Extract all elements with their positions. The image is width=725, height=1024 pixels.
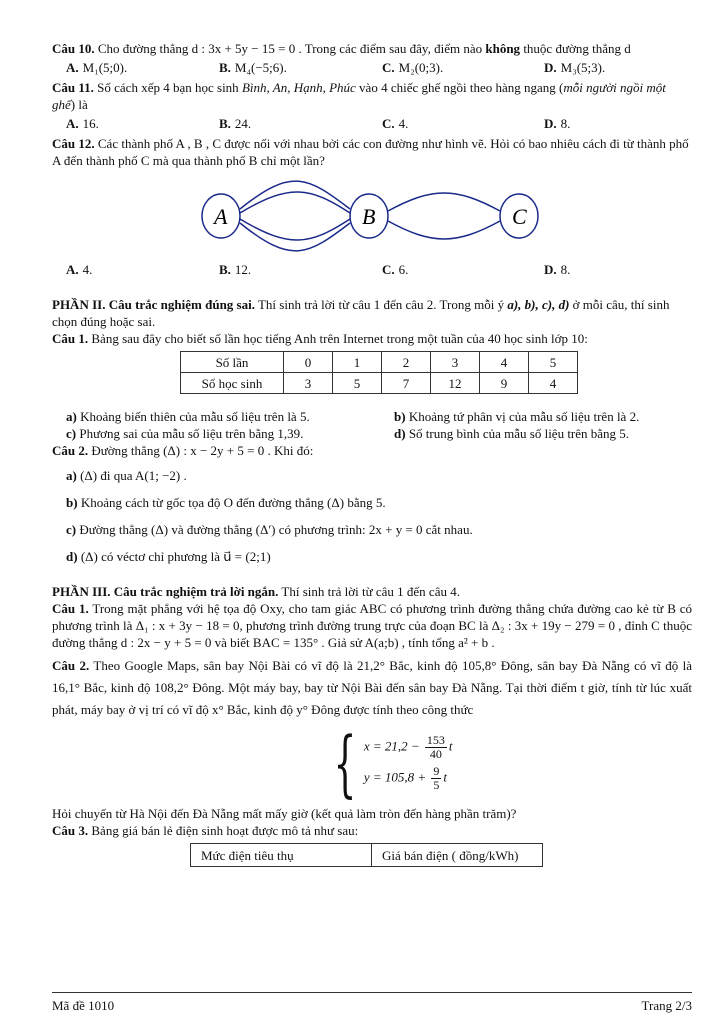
exam-page	[52, 40, 692, 867]
question-text: Cho đường thẳng d : 3x + 5y − 15 = 0 . Trong các điểm sau đây, điểm nào	[97, 41, 483, 56]
options-12	[52, 261, 692, 278]
road-ab-3	[240, 219, 350, 240]
statement-b[interactable]: b) Khoảng cách từ gốc tọa độ O đến đường thẳng (Δ) bằng 5.	[66, 495, 386, 510]
options-11	[52, 115, 692, 132]
statement-d[interactable]: d) Số trung bình của mẫu số liệu trên bằng 5.	[394, 426, 630, 441]
option-d[interactable]: D. M₃(5;3).	[544, 60, 606, 75]
part-3-question-2-ask: Hỏi chuyến từ Hà Nội đến Đà Nẵng mất mấy giờ (kết quả làm tròn đến hàng phần trăm)?	[52, 806, 517, 821]
option-d[interactable]: D. 8.	[544, 262, 571, 277]
question-label: Câu 10.	[52, 41, 95, 56]
column-header: Giá bán điện ( đồng/kWh)	[372, 844, 543, 867]
page-number: Trang 2/3	[641, 998, 692, 1013]
table-row: Số lần 0 1 2 3 4 5	[181, 352, 578, 373]
question-11	[52, 79, 692, 113]
price-table	[190, 843, 543, 867]
option-a[interactable]: A. 4.	[66, 262, 93, 277]
emphasis-word: không	[485, 41, 521, 56]
city-b-label: B	[362, 204, 376, 229]
road-bc-1	[388, 193, 500, 211]
statement-c[interactable]: c) Phương sai của mẫu số liệu trên bằng 1,39.	[66, 426, 304, 441]
part-3-question-3: Câu 3. Bảng giá bán lẻ điện sinh hoạt được mô tả như sau:	[52, 823, 359, 838]
option-c[interactable]: C. 6.	[382, 262, 409, 277]
option-c[interactable]: C. 4.	[382, 116, 409, 131]
option-b[interactable]: B. 12.	[219, 262, 252, 277]
option-b[interactable]: B. 24.	[219, 116, 252, 131]
exam-code: Mã đề 1010	[52, 998, 115, 1013]
road-ab-4	[240, 223, 350, 251]
table-row: Số học sinh 3 5 7 12 9 4	[181, 373, 578, 394]
options-10	[52, 59, 692, 76]
brace-symbol: {	[333, 721, 357, 805]
question-text-2: vào 4 chiếc ghế ngồi theo hàng ngang (	[359, 80, 564, 95]
option-a[interactable]: A. M₁(5;0).	[66, 60, 128, 75]
road-bc-2	[388, 221, 500, 239]
part-3-question-2: Câu 2. Theo Google Maps, sân bay Nội Bài có vĩ độ là 21,2° Bắc, kinh độ 105,8° Đông, sân bay Đà Nẵng có vĩ độ là 16,1° Bắc, kinh độ 108,2° Đông. Một máy bay, bay từ Nội Bài đến sân bay Đà Nẵng. Tại thời điểm t giờ, tính từ lúc xuất phát, máy bay ở vị trí có vĩ độ x° Bắc, kinh độ y° Đông được tính theo công thức	[52, 658, 693, 717]
road-ab-2	[240, 192, 350, 213]
equation-y: y = 105,8 + $\frac{9}{5}$ t	[363, 764, 448, 792]
option-b[interactable]: B. M₄(−5;6).	[219, 60, 287, 75]
question-label: Câu 11.	[52, 80, 94, 95]
question-text-3: ) là	[70, 97, 88, 112]
city-c-label: C	[512, 204, 527, 229]
option-c[interactable]: C. M₂(0;3).	[382, 60, 444, 75]
page-footer	[52, 992, 692, 1014]
city-a-label: A	[214, 204, 228, 229]
question-12	[52, 135, 692, 169]
table-row	[191, 844, 543, 867]
option-a[interactable]: A. 16.	[66, 116, 99, 131]
equation-system	[322, 721, 692, 805]
question-label: Câu 12.	[52, 136, 95, 151]
statement-b[interactable]: b) Khoảng tứ phân vị của mẫu số liệu trên là 2.	[394, 409, 640, 424]
part-2-question-1: Câu 1. Bảng sau đây cho biết số lần học tiếng Anh trên Internet trong một tuần của 40 học sinh lớp 10:	[52, 331, 588, 346]
frequency-table	[180, 351, 578, 394]
statements-1	[52, 408, 692, 442]
statement-d[interactable]: d) (Δ) có véctơ chỉ phương là u⃗ = (2;1)	[66, 549, 271, 564]
question-text: Các thành phố A , B , C được nối với nhau bởi các con đường như hình vẽ. Hỏi có bao nhiêu cách đi từ thành phố A đến thành phố C mà qua thành phố B chỉ một lần?	[52, 136, 689, 168]
question-text-end: thuộc đường thẳng d	[523, 41, 631, 56]
column-header: Mức điện tiêu thụ	[191, 844, 372, 867]
statement-a[interactable]: a) (Δ) đi qua A(1; −2) .	[66, 468, 187, 483]
question-text: Số cách xếp 4 bạn học sinh	[97, 80, 239, 95]
equation-x: x = 21,2 − $\frac{153}{40}$ t	[363, 733, 453, 761]
city-road-diagram	[52, 173, 692, 259]
part-2-heading: PHẦN II. Câu trắc nghiệm đúng sai. Thí sinh trả lời từ câu 1 đến câu 2. Trong mỗi ý a), b), c), d) ở mỗi câu, thí sinh chọn đúng hoặc sai.	[52, 297, 670, 329]
part-2-question-2: Câu 2. Đường thẳng (Δ) : x − 2y + 5 = 0 . Khi đó:	[52, 443, 314, 458]
question-note: mỗi người ngồi một ghế	[52, 80, 666, 112]
statement-a[interactable]: a) Khoảng biến thiên của mẫu số liệu trên là 5.	[66, 409, 310, 424]
part-3-question-1: Câu 1. Trong mặt phẳng với hệ tọa độ Oxy, cho tam giác ABC có phương trình đường thẳng chứa đường cao kẻ từ B có phương trình là Δ₁ : x + 3y − 18 = 0, phương trình đường trung trực của đoạn BC là Δ₂ : 3x + 19y − 279 = 0 , đỉnh C thuộc đường thẳng d : 2x − y + 5 = 0 và biết BAC = 135° . Giả sử A(a;b) , tính tổng a² + b .	[52, 601, 692, 650]
statement-c[interactable]: c) Đường thẳng (Δ) và đường thẳng (Δ′) có phương trình: 2x + y = 0 cắt nhau.	[66, 522, 473, 537]
part-3-heading: PHẦN III. Câu trắc nghiệm trả lời ngắn. Thí sinh trả lời từ câu 1 đến câu 4.	[52, 584, 460, 599]
option-d[interactable]: D. 8.	[544, 116, 571, 131]
student-names: Bình, An, Hạnh, Phúc	[241, 80, 356, 95]
road-ab-1	[240, 181, 350, 209]
question-10	[52, 40, 692, 57]
